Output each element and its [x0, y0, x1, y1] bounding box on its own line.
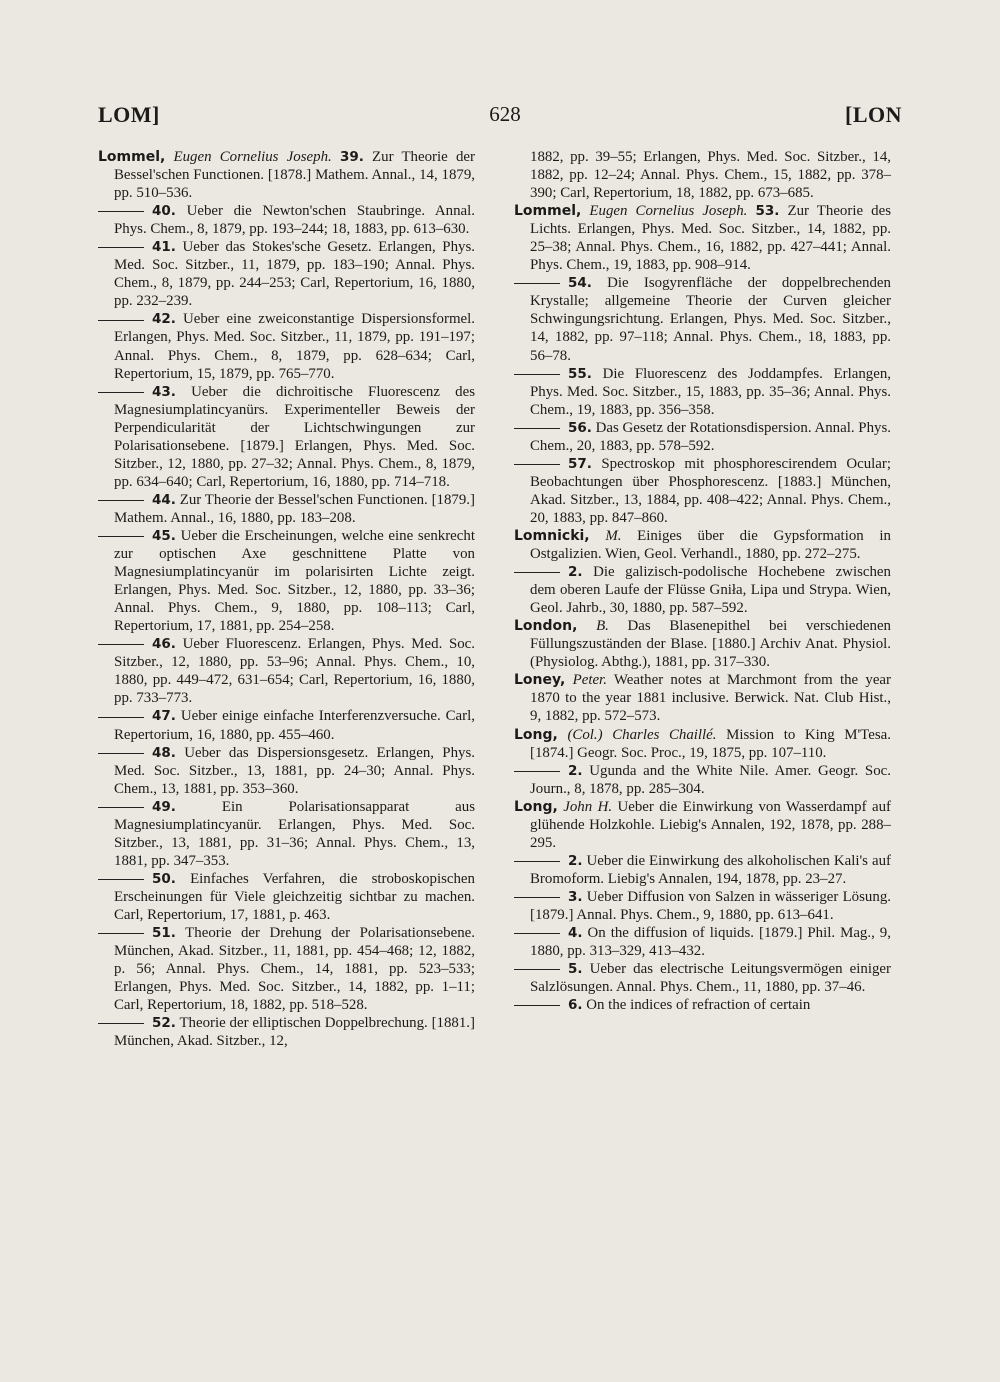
entry-number: 45. [152, 527, 176, 544]
bibliography-entry [98, 798, 475, 870]
entry-text: Ueber Fluorescenz. Erlangen, Phys. Med. Soc. Sitzber., 12, 1880, pp. 53–96; Annal. Phys. Chem., 10, 1880, pp. 449–472, 631–654; Carl, Repertorium, 16, 1880, pp. 733–773. [114, 636, 475, 707]
bibliography-entry [98, 924, 475, 1014]
ditto-dash [514, 464, 560, 465]
entry-number: 3. [568, 888, 583, 905]
ditto-dash [98, 211, 144, 212]
bibliography-entry [98, 491, 475, 527]
author-name: Lomnicki, [514, 527, 590, 544]
ditto-dash [98, 753, 144, 754]
entry-number: 49. [152, 798, 176, 815]
bibliography-entry [514, 365, 891, 419]
ditto-dash [514, 428, 560, 429]
entry-text: Zur Theorie der Bessel'schen Functionen. [1879.] Mathem. Annal., 16, 1880, pp. 183–208. [114, 491, 475, 526]
page-header [0, 102, 1000, 138]
entry-text: Ueber die Newton'schen Staubringe. Annal. Phys. Chem., 8, 1879, pp. 193–244; 18, 1883, pp. 613–630. [114, 203, 475, 238]
bibliography-entry [514, 888, 891, 924]
entry-text: Ueber die Einwirkung des alkoholischen Kali's auf Bromoform. Liebig's Annalen, 194, 1878, pp. 23–27. [530, 852, 891, 887]
bibliography-entry [514, 671, 891, 725]
author-given-name: Eugen Cornelius Joseph. [589, 203, 748, 220]
ditto-dash [98, 500, 144, 501]
author-given-name: John H. [563, 798, 613, 815]
entry-number: 43. [152, 383, 176, 400]
entry-number: 48. [152, 744, 176, 761]
entry-text: Ueber einige einfache Interferenzversuche. Carl, Repertorium, 16, 1880, pp. 455–460. [114, 708, 475, 743]
bibliography-entry [98, 527, 475, 635]
right-column [514, 148, 891, 1014]
author-name: Long, [514, 798, 558, 815]
entry-number: 53. [755, 203, 780, 220]
entry-text: Ueber die Erscheinungen, welche eine senkrecht zur optischen Axe geschnittene Platte von Magnesiumplatincyanür im polarisirten Lichte zeigt. Erlangen, Phys. Med. Soc. Sitzber., 12, 1880, pp. 33–36; Annal. Phys. Chem., 9, 1880, pp. 108–113; Carl, Repertorium, 17, 1881, pp. 254–258. [114, 527, 475, 635]
page-number: 628 [489, 102, 521, 126]
entry-number: 46. [152, 636, 176, 653]
entry-text: Theorie der Drehung der Polarisationsebene. München, Akad. Sitzber., 11, 1881, pp. 454–468; 12, 1882, p. 56; Annal. Phys. Chem., 14, 1881, pp. 523–533; Erlangen, Phys. Med. Soc. Sitzber., 14, 1882, pp. 1–11; Carl, Repertorium, 18, 1882, pp. 518–528. [114, 925, 475, 1014]
entry-text: Ueber eine zweiconstantige Dispersionsformel. Erlangen, Phys. Med. Soc. Sitzber., 11, 1879, pp. 191–197; Annal. Phys. Chem., 8, 1879, pp. 628–634; Carl, Repertorium, 15, 1879, pp. 765–770. [114, 311, 475, 382]
bibliography-entry [514, 798, 891, 852]
author-name: Long, [514, 726, 558, 743]
entry-text: Weather notes at Marchmont from the year 1870 to the year 1881 inclusive. Berwick. Nat. Club Hist., 9, 1882, pp. 572–573. [530, 672, 891, 725]
bibliography-entry [514, 617, 891, 671]
ditto-dash [514, 1005, 560, 1006]
bibliography-entry [98, 310, 475, 382]
author-name: Lommel, [514, 203, 582, 220]
ditto-dash [98, 536, 144, 537]
bibliography-entry [514, 563, 891, 617]
bibliography-entry [98, 870, 475, 924]
entry-text: Ugunda and the White Nile. Amer. Geogr. Soc. Journ., 8, 1878, pp. 285–304. [530, 762, 891, 797]
entry-text: Das Blasenepithel bei verschiedenen Füllungszuständen der Blase. [1880.] Archiv Anat. Physiol. (Physiolog. Abthg.), 1881, pp. 317–330. [530, 618, 891, 671]
entry-number: 2. [568, 564, 583, 581]
ditto-dash [98, 392, 144, 393]
bibliography-entry [514, 527, 891, 563]
bibliography-entry [98, 202, 475, 238]
ditto-dash [514, 572, 560, 573]
author-name: Lommel, [98, 149, 166, 165]
entry-text: Die Fluorescenz des Joddampfes. Erlangen, Phys. Med. Soc. Sitzber., 15, 1883, pp. 35–36; Annal. Phys. Chem., 19, 1883, pp. 356–358. [530, 365, 891, 418]
entry-number: 5. [568, 961, 583, 978]
ditto-dash [98, 1023, 144, 1024]
author-given-name: (Col.) Charles Chaillé. [567, 726, 717, 743]
ditto-dash [514, 933, 560, 934]
entry-text: Das Gesetz der Rotationsdispersion. Annal. Phys. Chem., 20, 1883, pp. 578–592. [530, 419, 891, 454]
entry-number: 41. [152, 239, 176, 256]
entry-text: Ueber die dichroitische Fluorescenz des Magnesiumplatincyanürs. Experimenteller Beweis der Perpendicularität der Lichtschwingungen zur Polarisationsebene. [1879.] Erlangen, Phys. Med. Soc. Sitzber., 12, 1880, pp. 27–32; Annal. Phys. Chem., 8, 1879, pp. 634–640; Carl, Repertorium, 16, 1880, pp. 714–718. [114, 383, 475, 490]
entry-number: 52. [152, 1015, 176, 1032]
entry-text: Ueber das Dispersionsgesetz. Erlangen, Phys. Med. Soc. Sitzber., 13, 1881, pp. 24–30; Annal. Phys. Chem., 13, 1881, pp. 353–360. [114, 744, 475, 797]
bibliography-entry [98, 148, 475, 202]
bibliography-entry [98, 1014, 475, 1050]
bibliography-entry [98, 635, 475, 707]
entry-text: Zur Theorie des Lichts. Erlangen, Phys. Med. Soc. Sitzber., 14, 1882, pp. 25–38; Annal. Phys. Chem., 16, 1882, pp. 427–441; Annal. Phys. Chem., 19, 1883, pp. 908–914. [530, 203, 891, 274]
entry-number: 2. [568, 852, 583, 869]
entry-number: 4. [568, 925, 583, 942]
entry-text: Die galizisch-podolische Hochebene zwischen dem oberen Laufe der Flüsse Gniła, Lipa und Strypa. Wien, Geol. Jahrb., 30, 1880, pp. 587–592. [530, 564, 891, 617]
ditto-dash [514, 969, 560, 970]
bibliography-entry [514, 455, 891, 527]
running-head-right: [LON [845, 102, 902, 127]
bibliography-entry [514, 762, 891, 798]
entry-text: Ueber das Stokes'sche Gesetz. Erlangen, Phys. Med. Soc. Sitzber., 11, 1879, pp. 183–190; Annal. Phys. Chem., 8, 1879, pp. 244–253; Carl, Repertorium, 16, 1880, pp. 232–239. [114, 239, 475, 310]
ditto-dash [98, 933, 144, 934]
entry-number: 39. [339, 149, 364, 165]
author-name: London, [514, 618, 578, 635]
author-given-name: Eugen Cornelius Joseph. [173, 149, 332, 165]
ditto-dash [98, 320, 144, 321]
ditto-dash [514, 771, 560, 772]
bibliography-entry [514, 202, 891, 274]
bibliography-entry [98, 238, 475, 310]
ditto-dash [514, 897, 560, 898]
entry-text: On the diffusion of liquids. [1879.] Phil. Mag., 9, 1880, pp. 313–329, 413–432. [530, 925, 891, 960]
entry-number: 54. [568, 275, 592, 292]
ditto-dash [98, 879, 144, 880]
entry-number: 44. [152, 491, 176, 508]
ditto-dash [98, 644, 144, 645]
bibliography-entry [514, 960, 891, 996]
entry-text: Theorie der elliptischen Doppelbrechung. [1881.] München, Akad. Sitzber., 12, [114, 1015, 475, 1050]
ditto-dash [98, 247, 144, 248]
entry-number: 55. [568, 365, 592, 382]
bibliography-entry [98, 383, 475, 491]
entry-text: Ueber das electrische Leitungsvermögen einiger Salzlösungen. Annal. Phys. Chem., 11, 1880, pp. 37–46. [530, 961, 891, 996]
author-name: Loney, [514, 672, 566, 689]
ditto-dash [514, 374, 560, 375]
left-column [98, 148, 475, 1050]
entry-number: 47. [152, 708, 176, 725]
entry-text: Ein Polarisationsapparat aus Magnesiumplatincyanür. Erlangen, Phys. Med. Soc. Sitzber., 13, 1881, pp. 31–36; Annal. Phys. Chem., 13, 1881, pp. 347–353. [114, 798, 475, 869]
entry-number: 2. [568, 762, 583, 779]
entry-number: 57. [568, 455, 592, 472]
author-given-name: Peter. [572, 672, 607, 689]
ditto-dash [98, 717, 144, 718]
ditto-dash [514, 283, 560, 284]
bibliography-entry [514, 148, 891, 202]
bibliography-entry [514, 726, 891, 762]
entry-text: Ueber Diffusion von Salzen in wässeriger Lösung. [1879.] Annal. Phys. Chem., 9, 1880, pp. 613–641. [530, 888, 891, 923]
entry-text: 1882, pp. 39–55; Erlangen, Phys. Med. Soc. Sitzber., 14, 1882, pp. 12–24; Annal. Phys. Chem., 15, 1882, pp. 378–390; Carl, Repertorium, 18, 1882, pp. 673–685. [530, 149, 891, 202]
entry-text: Zur Theorie der Bessel'schen Functionen. [1878.] Mathem. Annal., 14, 1879, pp. 510–536. [114, 149, 475, 202]
ditto-dash [98, 807, 144, 808]
author-given-name: B. [596, 618, 609, 635]
bibliography-entry [514, 996, 891, 1014]
bibliography-entry [98, 744, 475, 798]
bibliography-entry [98, 707, 475, 743]
entry-text: Die Isogyrenfläche der doppelbrechenden Krystalle; allgemeine Theorie der Curven gleicher Schwingungsrichtung. Erlangen, Phys. Med. Soc. Sitzber., 14, 1882, pp. 97–118; Annal. Phys. Chem., 18, 1883, pp. 56–78. [530, 275, 891, 364]
entry-number: 50. [152, 870, 176, 887]
entry-text: Ueber die Einwirkung von Wasserdampf auf glühende Holzkohle. Liebig's Annalen, 192, 1878, pp. 288–295. [530, 798, 891, 851]
entry-number: 40. [152, 203, 176, 220]
entry-text: Einiges über die Gypsformation in Ostgalizien. Wien, Geol. Verhandl., 1880, pp. 272–275. [530, 527, 891, 563]
entry-number: 56. [568, 419, 592, 436]
entry-number: 51. [152, 925, 176, 942]
entry-number: 6. [568, 997, 583, 1014]
bibliography-entry [514, 924, 891, 960]
author-given-name: M. [605, 527, 622, 544]
bibliography-entry [514, 852, 891, 888]
entry-text: Mission to King M'Tesa. [1874.] Geogr. Soc. Proc., 19, 1875, pp. 107–110. [530, 726, 891, 761]
bibliography-entry [514, 274, 891, 364]
running-head-left: LOM] [98, 102, 160, 127]
bibliography-entry [514, 419, 891, 455]
entry-number: 42. [152, 311, 176, 328]
entry-text: Einfaches Verfahren, die stroboskopischen Erscheinungen für Viele gleichzeitig sichtbar zu machen. Carl, Repertorium, 17, 1881, p. 463. [114, 870, 475, 923]
ditto-dash [514, 861, 560, 862]
entry-text: On the indices of refraction of certain [586, 997, 811, 1014]
entry-text: Spectroskop mit phosphorescirendem Ocular; Beobachtungen über Phosphorescenz. [1883.] München, Akad. Sitzber., 13, 1884, pp. 408–422; Annal. Phys. Chem., 20, 1883, pp. 847–860. [530, 455, 891, 526]
